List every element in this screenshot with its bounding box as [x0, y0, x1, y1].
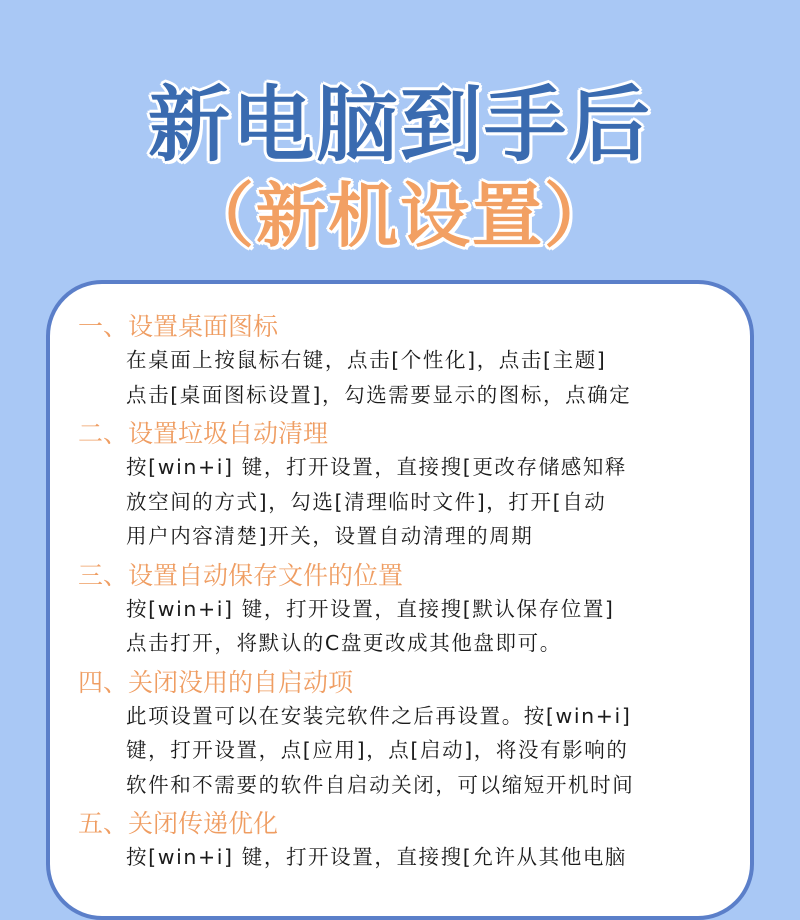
section-line: 用户内容清楚]开关，设置自动清理的周期	[126, 524, 534, 548]
section-auto-cleanup	[78, 417, 738, 554]
section-body	[78, 450, 738, 554]
section-delivery-optimization	[78, 807, 738, 875]
section-save-location	[78, 559, 738, 661]
page-subtitle: （新机设置）	[184, 175, 616, 257]
section-desktop-icons	[78, 310, 738, 412]
section-body	[78, 699, 738, 803]
tips-list	[78, 310, 738, 880]
section-heading: 五、关闭传递优化	[78, 809, 279, 838]
page-title: 新电脑到手后	[147, 78, 652, 173]
section-startup-items	[78, 666, 738, 803]
section-line: 放空间的方式]，勾选[清理临时文件]，打开[自动	[126, 489, 607, 514]
section-line: 软件和不需要的软件自启动关闭，可以缩短开机时间	[126, 772, 635, 797]
section-heading: 四、关闭没用的自启动项	[78, 667, 354, 697]
section-heading: 二、设置垃圾自动清理	[78, 419, 329, 448]
section-line: 点击打开，将默认的C盘更改成其他盘即可。	[126, 631, 562, 655]
section-line: 按[win+i] 键，打开设置，直接搜[默认保存位置]	[126, 596, 615, 621]
section-body	[78, 592, 738, 661]
section-heading: 三、设置自动保存文件的位置	[78, 560, 404, 590]
section-body	[78, 840, 738, 875]
section-line: 在桌面上按鼠标右键，点击[个性化]，点击[主题]	[126, 348, 607, 372]
section-line: 此项设置可以在安装完软件之后再设置。按[win+i]	[126, 703, 632, 728]
section-heading: 一、设置桌面图标	[78, 312, 279, 341]
section-line: 按[win+i] 键，打开设置，直接搜[允许从其他电脑	[126, 845, 628, 869]
tips-card	[46, 280, 754, 920]
section-line: 按[win+i] 键，打开设置，直接搜[更改存储感知释	[126, 455, 628, 479]
section-line: 键，打开设置，点[应用]，点[启动]，将没有影响的	[126, 738, 629, 762]
section-line: 点击[桌面图标设置]，勾选需要显示的图标，点确定	[126, 382, 632, 407]
section-body	[78, 343, 738, 412]
